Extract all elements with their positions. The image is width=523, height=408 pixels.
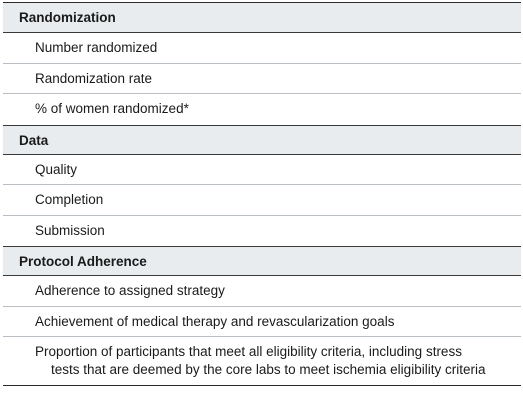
table-row: Randomization rate [3,64,521,95]
table-row: Submission [35,222,105,238]
section-rows-protocol-adherence [3,276,521,385]
table-row-text: Proportion of participants that meet all eligibility criteria, including stress tests that are deemed by the core labs to meet ischemia eligibility criteria [35,344,486,377]
table-row: Adherence to assigned strategy [3,276,521,307]
section-header-data: Data [3,125,521,155]
section-rows-data [3,155,521,247]
section-header-randomization: Randomization [3,3,521,33]
section-header-protocol-adherence: Protocol Adherence [3,246,521,276]
table-row: Completion [3,185,521,216]
table-row: Number randomized [3,33,521,64]
table-row [3,337,521,385]
table-row: Quality [3,155,521,186]
table-row: Achievement of medical therapy and revascularization goals [3,307,521,338]
section-rows-randomization [3,33,521,125]
table-row: % of women randomized* [35,101,189,116]
metrics-table [3,2,521,386]
